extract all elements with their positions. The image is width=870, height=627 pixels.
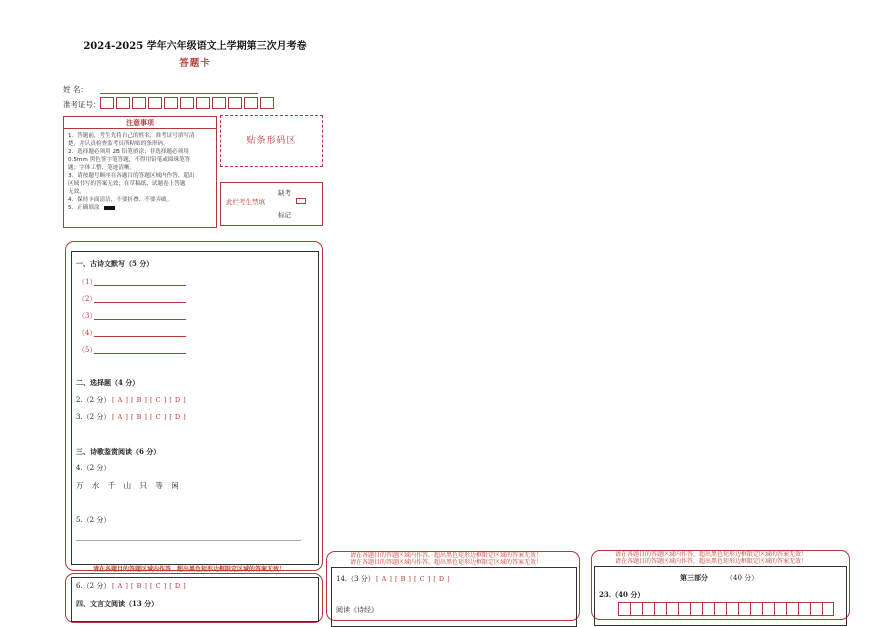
exam-id-boxes	[100, 97, 276, 109]
poem-item-label: （1）	[78, 278, 97, 286]
exam-id-digit-box[interactable]	[116, 97, 130, 109]
section2-heading: 二、选择题（4 分）	[76, 378, 140, 387]
exam-id-digit-box[interactable]	[196, 97, 210, 109]
section4-heading: 四、文言文阅读（13 分）	[76, 599, 159, 608]
correct-fill-mark-icon	[104, 206, 115, 210]
essay-grid-cell[interactable]	[702, 602, 714, 616]
page-title: 2024-2025 学年六年级语文上学期第三次月考卷	[83, 41, 307, 52]
essay-grid-cell[interactable]	[738, 602, 750, 616]
absent-mark-box	[220, 182, 323, 226]
essay-grid	[618, 602, 834, 616]
notice-line: 5．正确填涂	[68, 205, 100, 211]
exam-id-digit-box[interactable]	[212, 97, 226, 109]
exam-id-digit-box[interactable]	[260, 97, 274, 109]
question-2-options[interactable]: [ A ] [ B ] [ C ] [ D ]	[112, 396, 187, 404]
warning-text: 请在各题目的答题区域内作答，超出黑色矩形边框限定区域的答案无效！	[93, 566, 286, 573]
part3-heading: 第三部分	[680, 573, 708, 582]
essay-grid-cell[interactable]	[786, 602, 798, 616]
notice-line: 2．选择题必须用 2B 铅笔填涂；非选择题必须用	[68, 149, 189, 155]
question-14-label: 14.（3 分）	[336, 575, 375, 583]
notice-line: 4．保持卡面清洁，不要折叠、不要弄破。	[68, 197, 173, 203]
section1-heading: 一、古诗文默写（5 分）	[76, 259, 154, 268]
notice-line: 1．答题前，考生先将自己的姓名，准考证号填写清	[68, 133, 195, 139]
answer-card-subtitle: 答题卡	[179, 58, 211, 69]
notice-line: 3．请按题号顺序在各题目的答题区域内作答，超出	[68, 173, 195, 179]
exam-id-digit-box[interactable]	[100, 97, 114, 109]
question-6-label: 6.（2 分）	[76, 582, 111, 590]
question-3-options[interactable]: [ A ] [ B ] [ C ] [ D ]	[112, 413, 187, 421]
exam-id-digit-box[interactable]	[132, 97, 146, 109]
exam-id-digit-box[interactable]	[228, 97, 242, 109]
absent-tip: 此栏考生禁填	[226, 198, 265, 206]
essay-grid-cell[interactable]	[666, 602, 678, 616]
barcode-area: 贴条形码区	[220, 115, 323, 167]
exam-id-digit-box[interactable]	[180, 97, 194, 109]
essay-grid-cell[interactable]	[726, 602, 738, 616]
poem-answer-line[interactable]	[94, 285, 186, 286]
exam-id-digit-box[interactable]	[244, 97, 258, 109]
warning-text: 请在各题目的答题区域内作答，超出黑色矩形边框限定区域的答案无效！	[350, 552, 543, 559]
essay-grid-cell[interactable]	[618, 602, 630, 616]
name-label: 姓 名：	[63, 85, 88, 94]
exam-id-digit-box[interactable]	[164, 97, 178, 109]
notice-line: 0.5mm 黑色签字笔答题，不得用铅笔或圆珠笔答	[68, 157, 191, 163]
question-14-options[interactable]: [ A ] [ B ] [ C ] [ D ]	[376, 575, 451, 583]
part3-score: （40 分）	[726, 574, 759, 582]
essay-grid-cell[interactable]	[750, 602, 762, 616]
essay-grid-cell[interactable]	[690, 602, 702, 616]
poem-answer-line[interactable]	[94, 353, 186, 354]
warning-text: 请在各题目的答题区域内作答，超出黑色矩形边框限定区域的答案无效！	[350, 559, 543, 566]
essay-grid-cell[interactable]	[798, 602, 810, 616]
absent-label: 缺考	[278, 189, 291, 197]
poem-answer-line[interactable]	[94, 336, 186, 337]
essay-grid-cell[interactable]	[810, 602, 822, 616]
notice-line: 区域书写的答案无效；在草稿纸、试题卷上答题	[68, 181, 186, 187]
notice-box	[63, 116, 217, 228]
poem-answer-line[interactable]	[94, 319, 186, 320]
poem-item-label: （3）	[78, 312, 97, 320]
question-4-label: 4.（2 分）	[76, 464, 111, 472]
exam-id-label: 准考证号：	[63, 100, 101, 109]
question-6-options[interactable]: [ A ] [ B ] [ C ] [ D ]	[112, 582, 187, 590]
essay-grid-cell[interactable]	[678, 602, 690, 616]
question-23-label: 23.（40 分）	[599, 590, 645, 599]
notice-line: 题；字体工整、笔迹清晰。	[68, 165, 136, 171]
essay-grid-cell[interactable]	[822, 602, 834, 616]
warning-text: 请在各题目的答题区域内作答，超出黑色矩形边框限定区域的答案无效！	[615, 551, 808, 558]
question-3-label: 3.（2 分）	[76, 413, 111, 421]
notice-line-correct-fill	[68, 204, 212, 212]
poem-item-label: （4）	[78, 329, 97, 337]
poem-item-label: （2）	[78, 295, 97, 303]
question-4-characters: 万 水 千 山 只 等 闲	[76, 481, 182, 490]
reading-label: 阅读《诗经》	[336, 606, 378, 614]
poem-item-label: （5）	[78, 346, 97, 354]
essay-grid-cell[interactable]	[642, 602, 654, 616]
absent-checkbox[interactable]	[296, 198, 306, 204]
essay-grid-cell[interactable]	[654, 602, 666, 616]
question-5-label: 5.（2 分）	[76, 516, 111, 524]
mark-label: 标记	[278, 211, 291, 219]
notice-heading: 注意事项	[64, 117, 216, 129]
notice-body	[64, 129, 216, 212]
essay-grid-cell[interactable]	[762, 602, 774, 616]
question-5-answer-line[interactable]	[76, 540, 301, 541]
notice-line: 楚，并认真检查监考员所粘贴的条形码。	[68, 141, 169, 147]
exam-id-digit-box[interactable]	[148, 97, 162, 109]
poem-answer-line[interactable]	[94, 302, 186, 303]
question-2-label: 2.（2 分）	[76, 396, 111, 404]
essay-grid-cell[interactable]	[774, 602, 786, 616]
warning-text: 请在各题目的答题区域内作答，超出黑色矩形边框限定区域的答案无效！	[615, 558, 808, 565]
name-field[interactable]	[100, 93, 258, 94]
section3-heading: 三、诗歌鉴赏阅读（6 分）	[76, 447, 161, 456]
notice-line: 无效。	[68, 189, 85, 195]
essay-grid-cell[interactable]	[630, 602, 642, 616]
essay-grid-cell[interactable]	[714, 602, 726, 616]
